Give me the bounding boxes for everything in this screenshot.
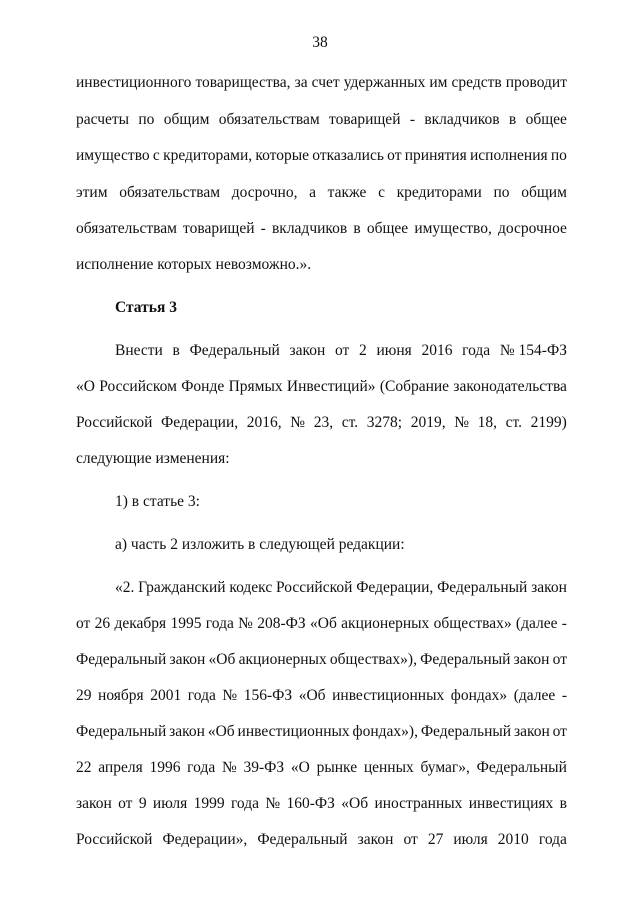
text-line-15: от 26 декабря 1995 года № 208-ФЗ «Об акционерных обществах» (далее - <box>76 615 567 632</box>
text-line-9: «О Российском Фонде Прямых Инвестиций» (Собрание законодательства <box>76 378 567 395</box>
list-item-a: а) часть 2 изложить в следующей редакции: <box>115 536 405 553</box>
text-line-3: имущество с кредиторами, которые отказались от принятия исполнения по <box>76 147 567 164</box>
text-line-21: Российской Федерации», Федеральный закон от 27 июля 2010 года <box>76 831 567 848</box>
text-line-10: Российской Федерации, 2016, № 23, ст. 3278; 2019, № 18, ст. 2199) <box>76 414 567 431</box>
article-heading: Статья 3 <box>115 299 177 316</box>
page-number: 38 <box>312 34 328 51</box>
text-line-5: обязательствам товарищей - вкладчиков в общее имущество, досрочное <box>76 220 567 237</box>
text-line-2: расчеты по общим обязательствам товарищей - вкладчиков в общее <box>76 111 567 128</box>
text-line-18: Федеральный закон «Об инвестиционных фондах»), Федеральный закон от <box>76 723 567 740</box>
text-line-6: исполнение которых невозможно.». <box>76 256 312 273</box>
text-line-8: Внести в Федеральный закон от 2 июня 2016 года № 154-ФЗ <box>115 342 567 359</box>
list-item-1: 1) в статье 3: <box>115 493 200 510</box>
text-line-17: 29 ноября 2001 года № 156-ФЗ «Об инвестиционных фондах» (далее - <box>76 687 567 704</box>
text-line-16: Федеральный закон «Об акционерных обществах»), Федеральный закон от <box>76 651 567 668</box>
text-line-11: следующие изменения: <box>76 450 230 467</box>
text-line-4: этим обязательствам досрочно, а также с кредиторами по общим <box>76 184 567 201</box>
text-line-14: «2. Гражданский кодекс Российской Федерации, Федеральный закон <box>115 579 567 596</box>
text-line-20: закон от 9 июля 1999 года № 160-ФЗ «Об иностранных инвестициях в <box>76 795 567 812</box>
text-line-19: 22 апреля 1996 года № 39-ФЗ «О рынке ценных бумаг», Федеральный <box>76 759 567 776</box>
text-line-1: инвестиционного товарищества, за счет удержанных им средств проводит <box>76 74 567 91</box>
